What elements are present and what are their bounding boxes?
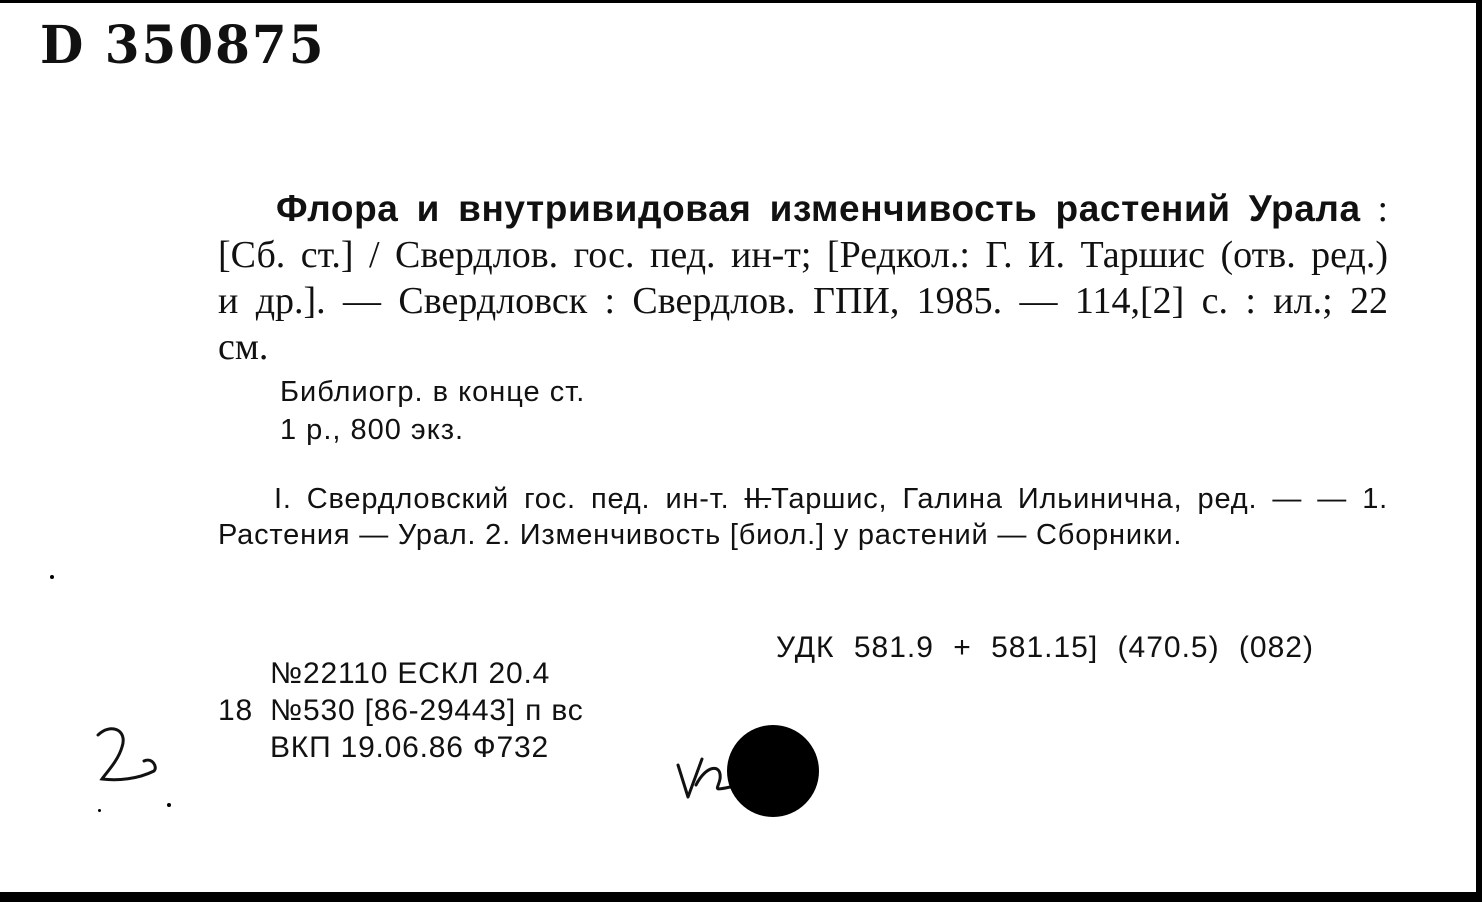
speck (98, 809, 101, 812)
book-title: Флора и внутривидовая изменчивость растений Урала (276, 188, 1361, 229)
description-line-3: ГПИ, 1985. — 114,[2] с. : ил.; 22 см. (218, 280, 1388, 368)
tracing-roman-numeral: II. (744, 483, 772, 515)
registration-line-2 (218, 692, 584, 729)
registration-block (218, 655, 584, 766)
registration-line-3 (218, 729, 584, 766)
tracings (218, 481, 1388, 553)
price-print-run-note: 1 р., 800 экз. (280, 414, 465, 446)
order-number: №530 [86-29443] п вс (270, 694, 584, 727)
main-entry (218, 186, 1388, 370)
handwritten-mark-icon (88, 721, 168, 791)
tracing-form: Сборники. (1036, 519, 1183, 551)
description-line-2: Таршис (отв. ред.) и др.]. — Свердловск : Свердлов. (218, 234, 1389, 322)
line-prefix: 18 (218, 694, 253, 727)
udc-classification: УДК 581.9 + 581.15] (470.5) (082) (776, 631, 1314, 664)
tracing-corporate: I. Свердловский гос. пед. ин-т. (274, 483, 730, 515)
registration-line-1 (218, 655, 584, 692)
description-line-1: : [Сб. ст.] / Свердлов. гос. пед. ин-т; [Редкол.: Г. И. (218, 188, 1389, 276)
tracing-editor: Таршис, Галина Ильинична, ред. (771, 483, 1258, 515)
chamber-date: ВКП 19.06.86 Ф732 (270, 731, 549, 764)
card-number: D 350875 (40, 13, 326, 76)
bibliography-note: Библиогр. в конце ст. (280, 376, 586, 408)
speck (167, 803, 171, 807)
speck (50, 575, 54, 579)
registration-number: №22110 ЕСКЛ 20.4 (270, 657, 551, 690)
stamp-dot (727, 725, 819, 817)
notes (280, 373, 585, 449)
tracing-subjects: — — 1. Растения — Урал. 2. Изменчивость [биол.] у растений — (218, 483, 1388, 551)
